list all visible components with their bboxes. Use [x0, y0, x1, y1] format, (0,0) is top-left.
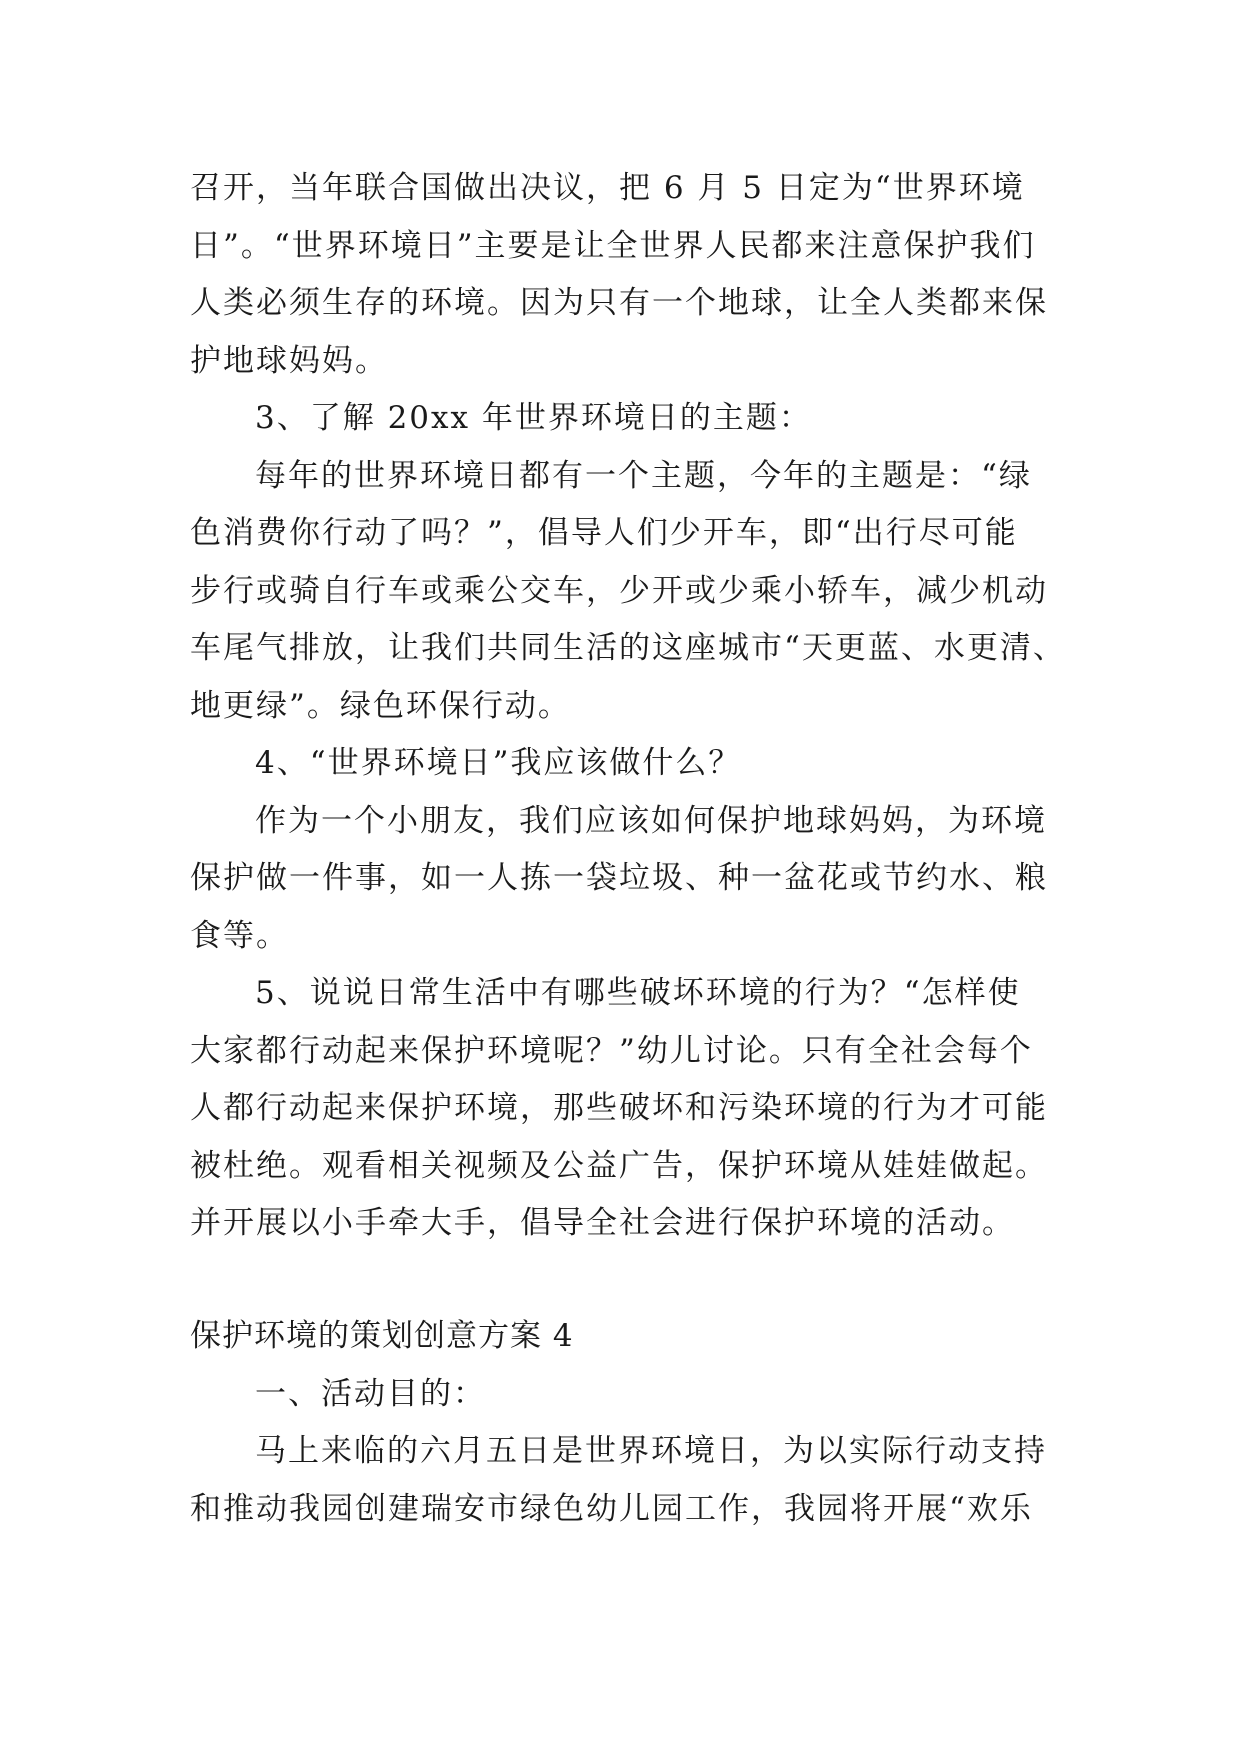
- body-line: 地更绿”。绿色环保行动。: [190, 688, 571, 724]
- body-line: 食等。: [190, 918, 289, 954]
- body-line: 保护做一件事，如一人拣一袋垃圾、种一盆花或节约水、粮: [190, 860, 1048, 896]
- body-line: 召开，当年联合国做出决议，把 6 月 5 日定为“世界环境: [190, 170, 1025, 206]
- body-line: 步行或骑自行车或乘公交车，少开或少乘小轿车，减少机动: [190, 573, 1048, 609]
- body-line: 人都行动起来保护环境，那些破坏和污染环境的行为才可能: [190, 1090, 1048, 1126]
- body-line: 色消费你行动了吗？”，倡导人们少开车，即“出行尽可能: [190, 515, 1018, 551]
- body-line: 车尾气排放，让我们共同生活的这座城市“天更蓝、水更清、: [190, 630, 1066, 666]
- section-heading-4: 4、“世界环境日”我应该做什么？: [255, 745, 742, 781]
- body-line: 人类必须生存的环境。因为只有一个地球，让全人类都来保: [190, 285, 1048, 321]
- body-line: 大家都行动起来保护环境呢？”幼儿讨论。只有全社会每个: [190, 1033, 1033, 1069]
- body-line: 被杜绝。观看相关视频及公益广告，保护环境从娃娃做起。: [190, 1148, 1048, 1184]
- body-line: 并开展以小手牵大手，倡导全社会进行保护环境的活动。: [190, 1205, 1015, 1241]
- section-heading-5: 5、说说日常生活中有哪些破坏环境的行为？“怎样使: [255, 975, 1021, 1011]
- body-line: 护地球妈妈。: [190, 343, 388, 379]
- body-line: 马上来临的六月五日是世界环境日，为以实际行动支持: [255, 1433, 1047, 1469]
- body-line: 和推动我园创建瑞安市绿色幼儿园工作，我园将开展“欢乐: [190, 1491, 1033, 1527]
- body-line: 日”。“世界环境日”主要是让全世界人民都来注意保护我们: [190, 228, 1036, 264]
- section-heading-3: 3、了解 20xx 年世界环境日的主题：: [255, 400, 812, 436]
- body-line: 作为一个小朋友，我们应该如何保护地球妈妈，为环境: [255, 803, 1047, 839]
- body-line: 每年的世界环境日都有一个主题，今年的主题是：“绿: [255, 458, 1032, 494]
- document-section-title: 保护环境的策划创意方案 4: [190, 1318, 574, 1354]
- subsection-heading: 一、活动目的：: [255, 1376, 486, 1412]
